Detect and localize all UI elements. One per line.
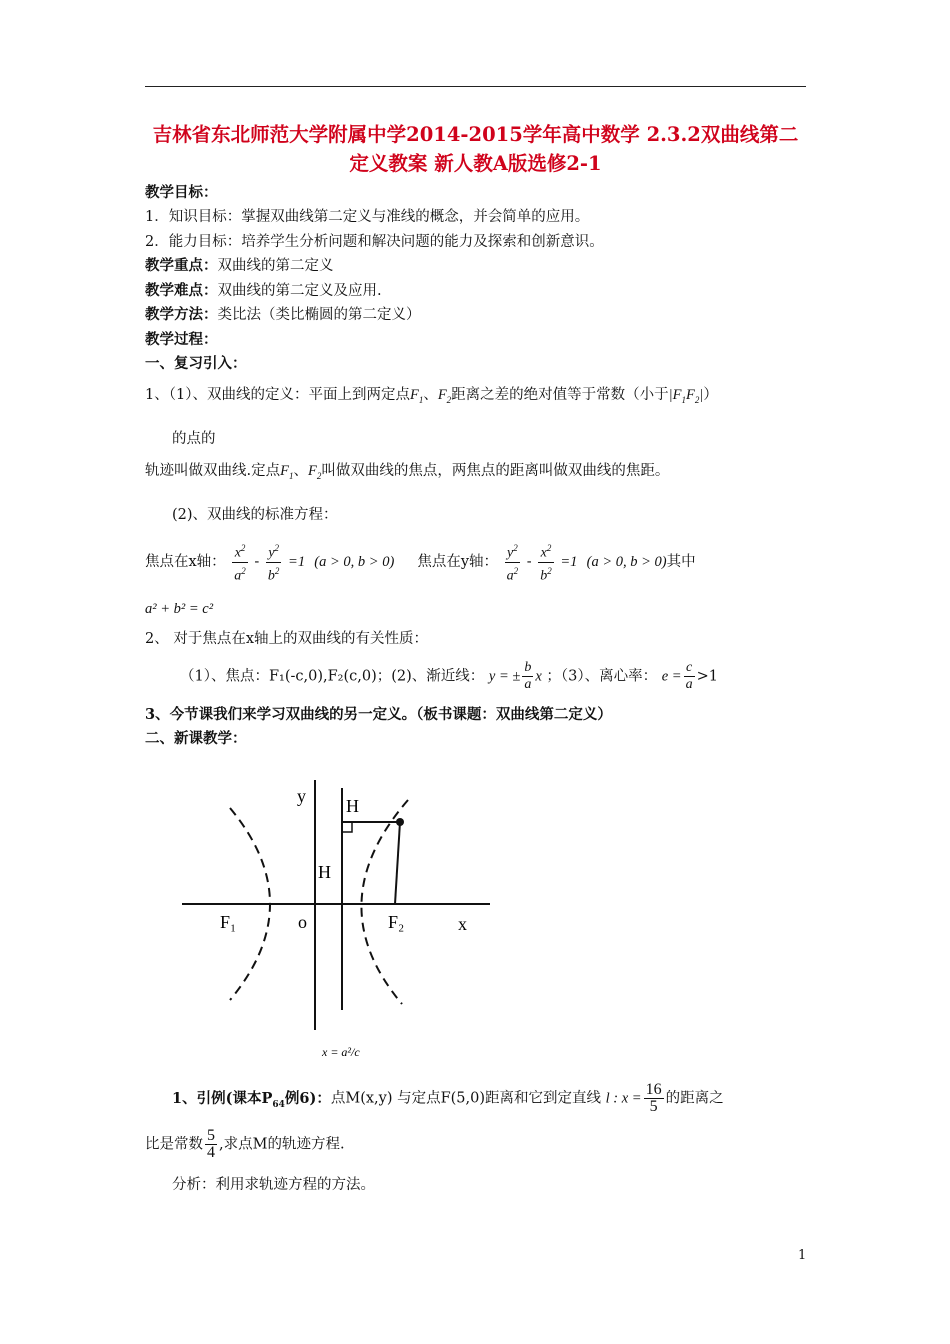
h-top-label: H [346,796,359,816]
key-point: 教学重点：双曲线的第二定义 [145,257,334,274]
header-rule [145,86,806,87]
standard-equations: 焦点在x轴： $\frac{x^2}{a^2}$ - $\frac{y^2}{b^2}$ =1 (a > 0, b > 0) 焦点在y轴： $\frac{y^2}{a^2}$ - $\frac{x^2}{b^2}$ =1 (a > 0, b > 0)其中 [145,540,696,584]
abc-relation: a² + b² = c² [145,601,214,617]
process-heading: 教学过程： [145,331,218,348]
properties-heading: 2、 对于焦点在x轴上的双曲线的有关性质： [145,631,429,647]
goals-heading: 教学目标： [145,184,218,201]
example-line-1: 1、引例(课本$P_{64}$例6)：点M(x,y) 与定点F(5,0)距离和它到定直线 l : x = $\frac{16}{5}$ 的距离之 [172,1081,724,1115]
origin-label: o [298,912,307,932]
focal-segment [395,822,400,904]
f2-label: F₂ [388,912,405,932]
definition-line-3: 轨迹叫做双曲线.定点$F_1$、$F_2$叫做双曲线的焦点，两焦点的距离叫做双曲线的焦距。 [145,463,670,481]
point-marker [396,818,404,826]
standard-eq-heading: (2)、双曲线的标准方程： [172,507,338,523]
f1-label: F₁ [220,912,237,932]
example-line-2: 比是常数 $\frac{5}{4}$ ,求点M的轨迹方程. [145,1127,345,1161]
definition-line-2: 的点的 [172,431,216,447]
method: 教学方法：类比法（类比椭圆的第二定义） [145,306,421,323]
directrix-label: x = a²/c [322,1045,360,1059]
right-branch [361,800,408,1004]
part2-heading: 二、新课教学： [145,730,247,747]
difficulty: 教学难点：双曲线的第二定义及应用. [145,282,382,299]
part1-item3: 3、今节课我们来学习双曲线的另一定义。（板书课题：双曲线第二定义） [145,706,612,723]
analysis-line: 分析：利用求轨迹方程的方法。 [172,1177,375,1193]
h-mid-label: H [318,862,331,882]
goal-2: 2．能力目标：培养学生分析问题和解决问题的能力及探索和创新意识。 [145,234,604,250]
x-axis-label: x [458,914,467,934]
hyperbola-figure [170,760,490,1090]
right-angle-mark [342,822,352,832]
goal-1: 1．知识目标：掌握双曲线第二定义与准线的概念，并会简单的应用。 [145,209,590,225]
definition-line: 1、（1）、双曲线的定义：平面上到两定点$F_1$、$F_2$距离之差的绝对值等于常数（小于$|F_1F_2|$） [145,387,718,405]
document-title: 吉林省东北师范大学附属中学2014-2015学年高中数学 2.3.2双曲线第二定义教案 新人教A版选修2-1 [152,123,799,175]
part1-heading: 一、复习引入： [145,355,247,372]
y-axis-label: y [297,786,306,806]
figure-drawing [182,780,490,1030]
page-number: 1 [798,1248,807,1263]
properties-line: （1）、焦点：F₁(-c,0),F₂(c,0)；(2)、渐近线： y = ± $\frac{b}{a}$ x ；（3）、离心率： e = $\frac{c}{a}$ >1 [180,660,718,692]
